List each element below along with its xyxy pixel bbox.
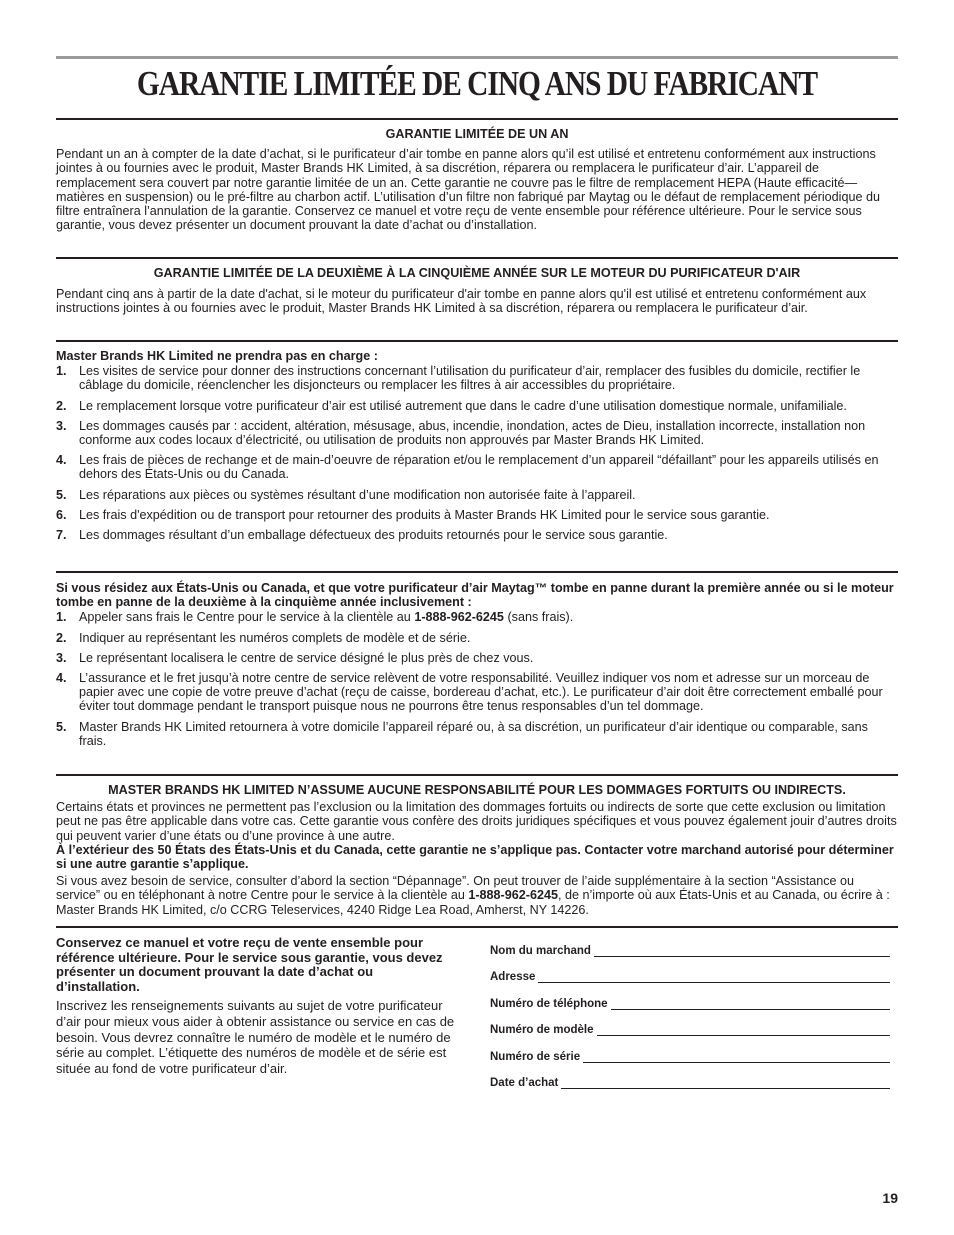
section-liability — [56, 783, 898, 917]
list-item: 5. Les réparations aux pièces ou systèmes résultant d’une modification non autorisée faite à l’appareil. — [56, 487, 636, 502]
section-one-year — [56, 127, 898, 232]
page-title: GARANTIE LIMITÉE DE CINQ ANS DU FABRICANT — [136, 64, 818, 103]
divider — [56, 118, 898, 120]
divider — [56, 926, 898, 928]
section-heading: GARANTIE LIMITÉE DE UN AN — [385, 127, 569, 141]
top-divider — [56, 56, 898, 59]
list-item: 6. Les frais d'expédition ou de transport pour retourner des produits à Master Brands HK Limited pour le service sous garantie. — [56, 507, 770, 522]
divider — [56, 571, 898, 573]
steps-list — [56, 610, 898, 748]
model-number-field[interactable]: Numéro de modèle — [490, 1020, 890, 1036]
section-heading: MASTER BRANDS HK LIMITED N’ASSUME AUCUNE RESPONSABILITÉ POUR LES DOMMAGES FORTUITS OU INDIRECTS. — [108, 783, 846, 797]
section-exclusions — [56, 349, 898, 542]
section-body: Certains états et provinces ne permettent pas l’exclusion ou la limitation des dommages fortuits ou indirects de sorte que cette exclusion ou limitation peut ne pas être applicable dans votre cas. Cette garantie vous confère des droits juridiques spécifiques et vous pouvez également jouir d’autres droits qui peuvent varier d’une états ou d’une province à une autre. — [56, 800, 897, 843]
page-number: 19 — [882, 1190, 898, 1206]
section-service-steps — [56, 581, 898, 748]
section-heading: GARANTIE LIMITÉE DE LA DEUXIÈME À LA CINQUIÈME ANNÉE SUR LE MOTEUR DU PURIFICATEUR D'AIR — [153, 266, 801, 280]
divider — [56, 774, 898, 776]
divider — [56, 340, 898, 342]
list-item: 1. Les visites de service pour donner des instructions concernant l’utilisation du purificateur d’air, remplacer des fusibles du domicile, rectifier le câblage du domicile, réenclencher les disjoncteurs ou remplacer les filtres à air accessibles du propriétaire. — [56, 364, 861, 393]
section-motor — [56, 266, 898, 316]
phone-field[interactable]: Numéro de téléphone — [490, 994, 890, 1010]
phone-number: 1-888-962-6245 — [468, 888, 558, 903]
section-heading: Si vous résidez aux États-Unis ou Canada, et que votre purificateur d’air Maytag™ tombe en panne durant la première année ou si le moteur tombe en panne de la deuxième à la cinquième année inclusivement : — [56, 581, 894, 610]
purchase-date-field[interactable]: Date d’achat — [490, 1073, 890, 1089]
section-heading: Master Brands HK Limited ne prendra pas en charge : — [56, 349, 378, 363]
list-item: 5. Master Brands HK Limited retournera à votre domicile l’appareil réparé ou, à sa discrétion, un purificateur d’air identique ou comparable, sans frais. — [56, 719, 868, 748]
serial-number-field[interactable]: Numéro de série — [490, 1047, 890, 1063]
section-records — [56, 936, 456, 1076]
records-note: Conservez ce manuel et votre reçu de vente ensemble pour référence ultérieure. Pour le service sous garantie, vous devez présenter un document prouvant la date d’achat ou d’installation. — [56, 935, 443, 994]
list-item: 2. Le remplacement lorsque votre purificateur d’air est utilisé autrement que dans le cadre d’une utilisation domestique normale, unifamiliale. — [56, 398, 847, 413]
exclusions-list — [56, 364, 898, 542]
list-item: 4. Les frais de pièces de rechange et de main-d’oeuvre de réparation et/ou le remplacement d’un appareil “défaillant” pour les appareils utilisés en dehors des États-Unis ou du Canada. — [56, 453, 879, 482]
list-item: 3. Les dommages causés par : accident, altération, mésusage, abus, incendie, inondation, actes de Dieu, installation incorrecte, installation non conforme aux codes locaux d’électricité, ou utilisation de produits non approuvés par Master Brands HK Limited. — [56, 418, 866, 448]
list-item: 4. L’assurance et le fret jusqu’à notre centre de service relèvent de votre responsabilité. Veuillez indiquer vos nom et adresse sur un morceau de papier avec une copie de votre preuve d’achat (reçu de caisse, bordereau d’achat, etc.). Le purificateur d’air doit être correctement emballé pour éviter tout dommage pendant le transport puisque nous ne pourrons être tenus responsables d’un tel dommage. — [56, 671, 883, 714]
divider — [56, 257, 898, 259]
section-body-bold: À l’extérieur des 50 États des États-Unis et du Canada, cette garantie ne s’applique pas. Contacter votre marchand autorisé pour déterminer si une autre garantie s’applique. — [56, 842, 894, 872]
phone-number: 1-888-962-6245 — [414, 610, 504, 625]
dealer-name-field[interactable]: Nom du marchand — [490, 941, 890, 957]
records-body: Inscrivez les renseignements suivants au sujet de votre purificateur d’air pour mieux vous aider à obtenir assistance ou service en cas de besoin. Vous devrez connaître le numéro de modèle et le numéro de série au complet. L’étiquette des numéros de modèle et de série est située au fond de votre purificateur d’air. — [56, 998, 455, 1076]
address-field[interactable]: Adresse — [490, 967, 890, 983]
section-body: Si vous avez besoin de service, consulter d’abord la section “Dépannage”. On peut trouver de l’aide supplémentaire à la section “Assistance ou service” ou en téléphonant à notre Centre pour le service à la clientèle au 1-888-962-6245, de n’importe où aux États-Unis et au Canada, ou écrire à : Master Brands HK Limited, c/o CCRG Teleservices, 4240 Ridge Lea Road, Amherst, NY 14226. — [56, 874, 890, 917]
list-item: 7. Les dommages résultant d’un emballage défectueux des produits retournés pour le service sous garantie. — [56, 528, 668, 543]
section-body: Pendant cinq ans à partir de la date d'achat, si le moteur du purificateur d'air tombe en panne alors qu'il est utilisé et entretenu conformément aux instructions jointes à ou fournies avec le produit, Master Brands HK Limited à sa discrétion, réparera ou remplacera le purificateur d’air. — [56, 287, 867, 316]
list-item: 2. Indiquer au représentant les numéros complets de modèle et de série. — [56, 630, 471, 645]
list-item: 1. Appeler sans frais le Centre pour le service à la clientèle au 1-888-962-6245 (sans frais). — [56, 610, 574, 625]
section-body: Pendant un an à compter de la date d’achat, si le purificateur d’air tombe en panne alors qu’il est utilisé et entretenu conformément aux instructions jointes à ou fournies avec le produit, Master Brands HK Limited, à sa discrétion, réparera ou remplacera le purificateur d’air. L’appareil de remplacement sera couvert par notre garantie limitée de un an. Cette garantie ne couvre pas le filtre de remplacement HEPA (Haute efficacité—matières en suspension) ou le pré-filtre au charbon actif. L’utilisation d’un filtre non fabriqué par Maytag ou le défaut de remplacement périodique du filtre entraînera l’annulation de la garantie. Conservez ce manuel et votre reçu de vente ensemble pour référence ultérieure. Pour le service sous garantie, vous devez présenter un document prouvant la date d’achat ou d’installation. — [56, 147, 880, 233]
list-item: 3. Le représentant localisera le centre de service désigné le plus près de chez vous. — [56, 650, 534, 665]
